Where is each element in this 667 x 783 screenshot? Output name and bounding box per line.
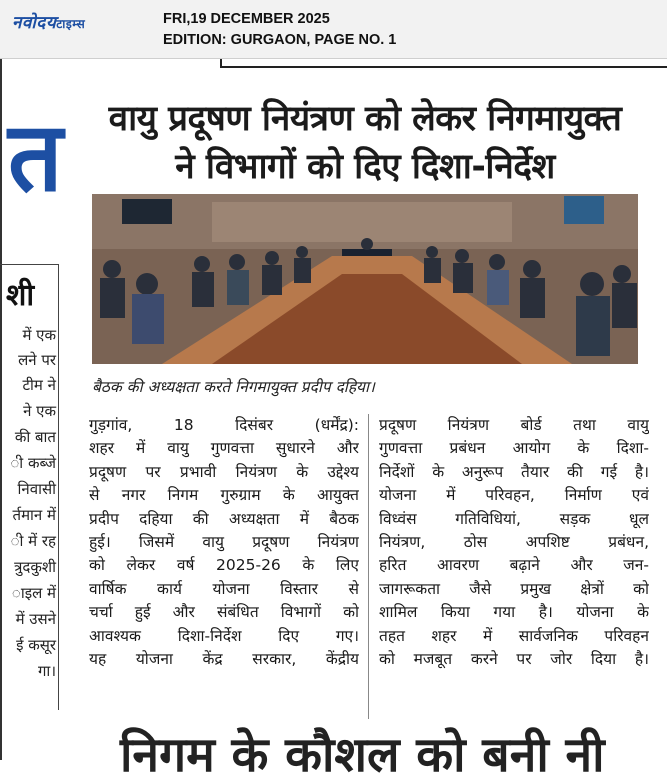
edition-date: FRI,19 DECEMBER 2025 [163, 11, 330, 27]
newspaper-page [0, 59, 667, 783]
meeting-photo-illustration [92, 194, 638, 364]
edition-page: EDITION: GURGAON, PAGE NO. 1 [163, 32, 397, 48]
adjacent-article-line: ई कसूर [16, 636, 56, 654]
adjacent-article-line: ाइल में [11, 584, 56, 602]
adjacent-article-line: टीम ने [22, 376, 56, 394]
article-text-line: गुड़गांव, 18 दिसंबर (धर्मेंद्र): [89, 416, 359, 434]
article-text-line: वार्षिक कार्य योजना विस्तार से [89, 579, 359, 598]
article-text-line: यह योजना केंद्र सरकार, केंद्रीय [89, 650, 359, 669]
meeting-photo [92, 194, 638, 364]
article-text-line: नियंत्रण, ठोस अपशिष्ट प्रबंधन, [379, 533, 649, 552]
adjacent-article-heading: शी [6, 278, 35, 313]
logo-subtext: टाइम्स [56, 17, 86, 31]
article-text-line: हुई। जिसमें वायु प्रदूषण नियंत्रण [89, 533, 359, 552]
article-text-line: निर्देशों के अनुरूप तैयार की गई है। [379, 462, 649, 481]
article-text-line: शहर में वायु गुणवत्ता सुधारने और [89, 439, 359, 458]
article-text-line: जागरूकता जैसे प्रमुख क्षेत्रों को [379, 579, 649, 598]
newspaper-logo[interactable] [12, 10, 85, 33]
adjacent-article-line: ी में रह [10, 532, 56, 550]
adjacent-article-line: की बात [14, 428, 56, 446]
article-text-line: गुणवत्ता प्रबंधन आयोग के दिशा- [379, 439, 649, 458]
article-text-line: हरित आवरण बढ़ाने और जन- [379, 556, 649, 575]
next-article-headline-fragment: निगम के कौशल को बनी नी [120, 727, 605, 783]
adjacent-article-line: ी कब्जे [10, 454, 56, 472]
article-text-line: को लेकर वर्ष 2025-26 के लिए [89, 556, 359, 575]
adjacent-article-line: र्तमान में [12, 506, 56, 524]
epaper-header [0, 0, 667, 59]
article-text-line: से नगर निगम गुरुग्राम के आयुक्त [89, 486, 359, 505]
article-text-line: प्रदूषण नियंत्रण बोर्ड तथा वायु [379, 416, 649, 434]
logo-text: नवोदय [12, 13, 57, 33]
article-text-line: प्रदीप दहिया की अध्यक्षता में बैठक [89, 509, 359, 528]
adjacent-article-line: निवासी [17, 480, 56, 498]
article-text-line: आवश्यक दिशा-निर्देश दिए गए। [89, 626, 359, 645]
adjacent-article-line: त्रुदकुशी [14, 558, 56, 576]
headline-line-1: वायु प्रदूषण नियंत्रण को लेकर निगमायुक्त [108, 99, 622, 139]
adjacent-article-fragment [0, 264, 59, 710]
adjacent-headline-fragment: त [8, 101, 63, 213]
article-text-line: चर्चा हुई और संबंधित विभागों को [89, 603, 359, 622]
adjacent-article-line: लने पर [18, 351, 56, 369]
adjacent-article-line: ने एक [23, 402, 56, 420]
article-headline [75, 95, 655, 191]
article-text-line: तहत शहर में सार्वजनिक परिवहन [379, 626, 649, 645]
article-text-line: योजना में परिवहन, निर्माण एवं [379, 486, 649, 505]
article-text-line: को मजबूत करने पर जोर दिया है। [379, 650, 649, 669]
article-text-line: प्रदूषण पर प्रभावी नियंत्रण के उद्देश्य [89, 462, 359, 481]
column-divider [368, 414, 369, 719]
photo-caption: बैठक की अध्यक्षता करते निगमायुक्त प्रदीप दहिया। [92, 378, 375, 396]
adjacent-article-line: गा। [37, 662, 56, 680]
article-text-line: शामिल किया गया है। योजना के [379, 603, 649, 622]
edition-info [163, 9, 396, 51]
adjacent-article-border [220, 59, 667, 68]
headline-line-2: ने विभागों को दिए दिशा-निर्देश [175, 147, 555, 187]
article-column-1 [89, 414, 359, 671]
adjacent-article-line: में एक [22, 326, 56, 344]
adjacent-article-line: में उसने [15, 610, 56, 628]
article-column-2 [379, 414, 649, 671]
article-text-line: विध्वंस गतिविधियां, सड़क धूल [379, 509, 649, 528]
